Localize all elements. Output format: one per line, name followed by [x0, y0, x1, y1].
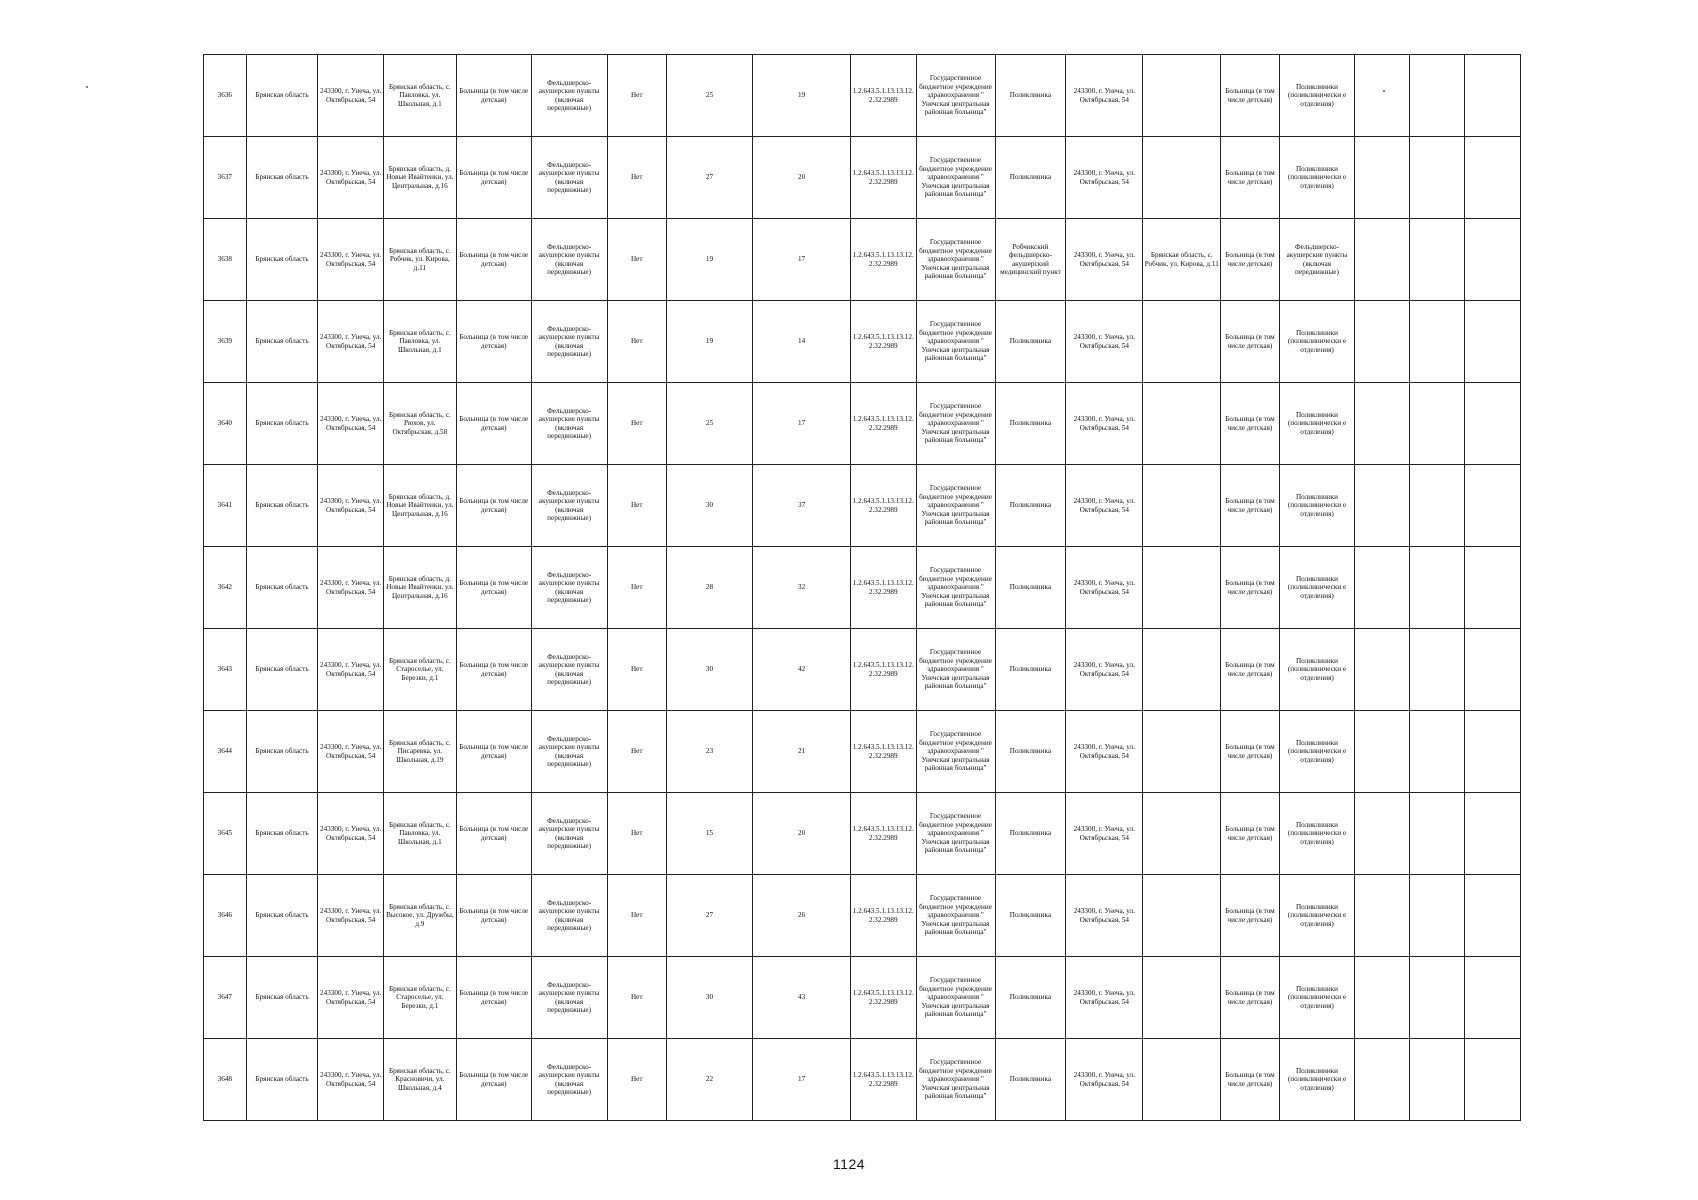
empty-cell	[1355, 301, 1409, 383]
region-cell: Брянская область	[246, 875, 318, 957]
empty-cell	[1464, 219, 1520, 301]
org-type-cell: Больница (в том числе детская)	[456, 219, 531, 301]
value1-cell: 19	[666, 301, 752, 383]
type-b-cell: Поликлиники (поликлинически е отделения)	[1279, 957, 1355, 1039]
settlement-cell: Брянская область, с. Высокое, ул. Дружбы, д.9	[383, 875, 456, 957]
flag-cell: Нет	[607, 219, 666, 301]
empty-cell	[1409, 55, 1464, 137]
extra-address-cell	[1143, 137, 1221, 219]
value2-cell: 14	[753, 301, 851, 383]
settlement-cell: Брянская область, с. Староселье, ул. Березки, д.1	[383, 957, 456, 1039]
subdivision-cell: Поликлиника	[995, 875, 1066, 957]
table-body	[204, 55, 1521, 1121]
extra-address-cell	[1143, 629, 1221, 711]
region-cell: Брянская область	[246, 137, 318, 219]
value1-cell: 19	[666, 219, 752, 301]
region-cell: Брянская область	[246, 383, 318, 465]
settlement-cell: Брянская область, с. Павловка, ул. Школьная, д.1	[383, 793, 456, 875]
type-a-cell: Больница (в том числе детская)	[1221, 793, 1279, 875]
value1-cell: 22	[666, 1039, 752, 1121]
flag-cell: Нет	[607, 1039, 666, 1121]
empty-cell	[1355, 55, 1409, 137]
flag-cell: Нет	[607, 383, 666, 465]
empty-cell	[1409, 383, 1464, 465]
table-row	[204, 137, 1521, 219]
type-a-cell: Больница (в том числе детская)	[1221, 55, 1279, 137]
row-number-cell: 3636	[204, 55, 247, 137]
empty-cell	[1355, 711, 1409, 793]
type-a-cell: Больница (в том числе детская)	[1221, 1039, 1279, 1121]
type-b-cell: Поликлиники (поликлинически е отделения)	[1279, 1039, 1355, 1121]
region-cell: Брянская область	[246, 957, 318, 1039]
empty-cell	[1355, 219, 1409, 301]
address-cell: 243300, г. Унеча, ул. Октябрьская, 54	[318, 219, 384, 301]
address-cell: 243300, г. Унеча, ул. Октябрьская, 54	[318, 301, 384, 383]
sub-address-cell: 243300, г. Унеча, ул. Октябрьская, 54	[1066, 55, 1143, 137]
row-number-cell: 3645	[204, 793, 247, 875]
target-type-cell: Фельдшерско-акушерские пункты (включая передвижные)	[531, 137, 607, 219]
settlement-cell: Брянская область, с. Староселье, ул. Березки, д.1	[383, 629, 456, 711]
value1-cell: 27	[666, 875, 752, 957]
institution-cell: Государственное бюджетное учреждение здравоохранения " Унечская центральная районная больница"	[916, 711, 995, 793]
row-number-cell: 3637	[204, 137, 247, 219]
address-cell: 243300, г. Унеча, ул. Октябрьская, 54	[318, 137, 384, 219]
row-number-cell: 3638	[204, 219, 247, 301]
institution-cell: Государственное бюджетное учреждение здравоохранения " Унечская центральная районная больница"	[916, 957, 995, 1039]
sub-address-cell: 243300, г. Унеча, ул. Октябрьская, 54	[1066, 383, 1143, 465]
address-cell: 243300, г. Унеча, ул. Октябрьская, 54	[318, 547, 384, 629]
target-type-cell: Фельдшерско-акушерские пункты (включая передвижные)	[531, 875, 607, 957]
institution-cell: Государственное бюджетное учреждение здравоохранения " Унечская центральная районная больница"	[916, 465, 995, 547]
empty-cell	[1355, 629, 1409, 711]
extra-address-cell	[1143, 465, 1221, 547]
empty-cell	[1409, 1039, 1464, 1121]
extra-address-cell	[1143, 547, 1221, 629]
address-cell: 243300, г. Унеча, ул. Октябрьская, 54	[318, 875, 384, 957]
region-cell: Брянская область	[246, 301, 318, 383]
extra-address-cell	[1143, 55, 1221, 137]
empty-cell	[1409, 957, 1464, 1039]
empty-cell	[1355, 957, 1409, 1039]
code-cell: 1.2.643.5.1.13.13.12.2.32.2989	[850, 465, 916, 547]
type-b-cell: Поликлиники (поликлинически е отделения)	[1279, 711, 1355, 793]
table-row	[204, 55, 1521, 137]
table-row	[204, 711, 1521, 793]
extra-address-cell	[1143, 875, 1221, 957]
subdivision-cell: Поликлиника	[995, 137, 1066, 219]
empty-cell	[1409, 137, 1464, 219]
subdivision-cell: Поликлиника	[995, 793, 1066, 875]
code-cell: 1.2.643.5.1.13.13.12.2.32.2989	[850, 301, 916, 383]
target-type-cell: Фельдшерско-акушерские пункты (включая передвижные)	[531, 1039, 607, 1121]
code-cell: 1.2.643.5.1.13.13.12.2.32.2989	[850, 711, 916, 793]
table-row	[204, 629, 1521, 711]
type-b-cell: Поликлиники (поликлинически е отделения)	[1279, 383, 1355, 465]
region-cell: Брянская область	[246, 55, 318, 137]
type-b-cell: Поликлиники (поликлинически е отделения)	[1279, 465, 1355, 547]
type-b-cell: Поликлиники (поликлинически е отделения)	[1279, 629, 1355, 711]
settlement-cell: Брянская область, с. Павловка, ул. Школьная, д.1	[383, 301, 456, 383]
data-table	[203, 54, 1521, 1121]
empty-cell	[1464, 1039, 1520, 1121]
empty-cell	[1464, 957, 1520, 1039]
sub-address-cell: 243300, г. Унеча, ул. Октябрьская, 54	[1066, 1039, 1143, 1121]
type-b-cell: Поликлиники (поликлинически е отделения)	[1279, 137, 1355, 219]
row-number-cell: 3641	[204, 465, 247, 547]
target-type-cell: Фельдшерско-акушерские пункты (включая передвижные)	[531, 711, 607, 793]
flag-cell: Нет	[607, 629, 666, 711]
subdivision-cell: Поликлиника	[995, 55, 1066, 137]
extra-address-cell	[1143, 711, 1221, 793]
sub-address-cell: 243300, г. Унеча, ул. Октябрьская, 54	[1066, 137, 1143, 219]
subdivision-cell: Поликлиника	[995, 1039, 1066, 1121]
empty-cell	[1464, 793, 1520, 875]
settlement-cell: Брянская область, с. Рюхов, ул. Октябрьская, д.58	[383, 383, 456, 465]
scan-speck	[86, 86, 88, 88]
value2-cell: 20	[753, 793, 851, 875]
empty-cell	[1355, 383, 1409, 465]
code-cell: 1.2.643.5.1.13.13.12.2.32.2989	[850, 1039, 916, 1121]
address-cell: 243300, г. Унеча, ул. Октябрьская, 54	[318, 793, 384, 875]
target-type-cell: Фельдшерско-акушерские пункты (включая передвижные)	[531, 465, 607, 547]
address-cell: 243300, г. Унеча, ул. Октябрьская, 54	[318, 1039, 384, 1121]
region-cell: Брянская область	[246, 465, 318, 547]
institution-cell: Государственное бюджетное учреждение здравоохранения " Унечская центральная районная больница"	[916, 547, 995, 629]
type-b-cell: Поликлиники (поликлинически е отделения)	[1279, 55, 1355, 137]
type-a-cell: Больница (в том числе детская)	[1221, 547, 1279, 629]
value2-cell: 42	[753, 629, 851, 711]
type-a-cell: Больница (в том числе детская)	[1221, 219, 1279, 301]
value1-cell: 30	[666, 629, 752, 711]
type-b-cell: Поликлиники (поликлинически е отделения)	[1279, 547, 1355, 629]
org-type-cell: Больница (в том числе детская)	[456, 957, 531, 1039]
type-b-cell: Поликлиники (поликлинически е отделения)	[1279, 301, 1355, 383]
subdivision-cell: Поликлиника	[995, 957, 1066, 1039]
extra-address-cell	[1143, 301, 1221, 383]
flag-cell: Нет	[607, 793, 666, 875]
extra-address-cell: Брянская область, с. Робчик, ул. Кирова, д.11	[1143, 219, 1221, 301]
sub-address-cell: 243300, г. Унеча, ул. Октябрьская, 54	[1066, 629, 1143, 711]
empty-cell	[1464, 383, 1520, 465]
value2-cell: 17	[753, 219, 851, 301]
type-b-cell: Поликлиники (поликлинически е отделения)	[1279, 875, 1355, 957]
empty-cell	[1355, 547, 1409, 629]
target-type-cell: Фельдшерско-акушерские пункты (включая передвижные)	[531, 55, 607, 137]
empty-cell	[1409, 793, 1464, 875]
subdivision-cell: Поликлиника	[995, 465, 1066, 547]
org-type-cell: Больница (в том числе детская)	[456, 547, 531, 629]
value1-cell: 27	[666, 137, 752, 219]
table-row	[204, 875, 1521, 957]
row-number-cell: 3644	[204, 711, 247, 793]
row-number-cell: 3642	[204, 547, 247, 629]
row-number-cell: 3646	[204, 875, 247, 957]
settlement-cell: Брянская область, с. Писаревка, ул. Школьная, д.19	[383, 711, 456, 793]
settlement-cell: Брянская область, д. Новые Ивайтенки, ул. Центральная, д.16	[383, 137, 456, 219]
value2-cell: 20	[753, 137, 851, 219]
row-number-cell: 3647	[204, 957, 247, 1039]
extra-address-cell	[1143, 383, 1221, 465]
empty-cell	[1355, 875, 1409, 957]
type-b-cell: Фельдшерско-акушерские пункты (включая передвижные)	[1279, 219, 1355, 301]
flag-cell: Нет	[607, 301, 666, 383]
flag-cell: Нет	[607, 875, 666, 957]
type-a-cell: Больница (в том числе детская)	[1221, 711, 1279, 793]
empty-cell	[1409, 629, 1464, 711]
org-type-cell: Больница (в том числе детская)	[456, 55, 531, 137]
value2-cell: 17	[753, 1039, 851, 1121]
empty-cell	[1409, 711, 1464, 793]
institution-cell: Государственное бюджетное учреждение здравоохранения " Унечская центральная районная больница"	[916, 793, 995, 875]
region-cell: Брянская область	[246, 711, 318, 793]
row-number-cell: 3648	[204, 1039, 247, 1121]
settlement-cell: Брянская область, с. Красновичи, ул. Школьная, д.4	[383, 1039, 456, 1121]
table-row	[204, 1039, 1521, 1121]
table-row	[204, 219, 1521, 301]
code-cell: 1.2.643.5.1.13.13.12.2.32.2989	[850, 793, 916, 875]
code-cell: 1.2.643.5.1.13.13.12.2.32.2989	[850, 137, 916, 219]
value2-cell: 21	[753, 711, 851, 793]
institution-cell: Государственное бюджетное учреждение здравоохранения " Унечская центральная районная больница"	[916, 55, 995, 137]
table-row	[204, 793, 1521, 875]
empty-cell	[1464, 465, 1520, 547]
type-a-cell: Больница (в том числе детская)	[1221, 301, 1279, 383]
empty-cell	[1355, 465, 1409, 547]
code-cell: 1.2.643.5.1.13.13.12.2.32.2989	[850, 957, 916, 1039]
code-cell: 1.2.643.5.1.13.13.12.2.32.2989	[850, 55, 916, 137]
target-type-cell: Фельдшерско-акушерские пункты (включая передвижные)	[531, 629, 607, 711]
code-cell: 1.2.643.5.1.13.13.12.2.32.2989	[850, 383, 916, 465]
scan-speck	[1383, 90, 1385, 92]
empty-cell	[1355, 1039, 1409, 1121]
value2-cell: 17	[753, 383, 851, 465]
value2-cell: 37	[753, 465, 851, 547]
target-type-cell: Фельдшерско-акушерские пункты (включая передвижные)	[531, 793, 607, 875]
empty-cell	[1464, 875, 1520, 957]
table-row	[204, 465, 1521, 547]
code-cell: 1.2.643.5.1.13.13.12.2.32.2989	[850, 629, 916, 711]
target-type-cell: Фельдшерско-акушерские пункты (включая передвижные)	[531, 219, 607, 301]
row-number-cell: 3640	[204, 383, 247, 465]
extra-address-cell	[1143, 793, 1221, 875]
value1-cell: 25	[666, 383, 752, 465]
type-b-cell: Поликлиники (поликлинически е отделения)	[1279, 793, 1355, 875]
org-type-cell: Больница (в том числе детская)	[456, 629, 531, 711]
page-number: 1124	[832, 1156, 866, 1172]
empty-cell	[1464, 711, 1520, 793]
org-type-cell: Больница (в том числе детская)	[456, 793, 531, 875]
institution-cell: Государственное бюджетное учреждение здравоохранения " Унечская центральная районная больница"	[916, 1039, 995, 1121]
target-type-cell: Фельдшерско-акушерские пункты (включая передвижные)	[531, 383, 607, 465]
value1-cell: 30	[666, 465, 752, 547]
flag-cell: Нет	[607, 465, 666, 547]
institution-cell: Государственное бюджетное учреждение здравоохранения " Унечская центральная районная больница"	[916, 301, 995, 383]
address-cell: 243300, г. Унеча, ул. Октябрьская, 54	[318, 957, 384, 1039]
table-row	[204, 301, 1521, 383]
empty-cell	[1409, 465, 1464, 547]
target-type-cell: Фельдшерско-акушерские пункты (включая передвижные)	[531, 957, 607, 1039]
settlement-cell: Брянская область, д. Новые Ивайтенки, ул. Центральная, д.16	[383, 465, 456, 547]
type-a-cell: Больница (в том числе детская)	[1221, 629, 1279, 711]
address-cell: 243300, г. Унеча, ул. Октябрьская, 54	[318, 629, 384, 711]
value2-cell: 32	[753, 547, 851, 629]
settlement-cell: Брянская область, с. Павловка, ул. Школьная, д.1	[383, 55, 456, 137]
row-number-cell: 3643	[204, 629, 247, 711]
empty-cell	[1409, 219, 1464, 301]
subdivision-cell: Поликлиника	[995, 301, 1066, 383]
region-cell: Брянская область	[246, 219, 318, 301]
flag-cell: Нет	[607, 957, 666, 1039]
table-row	[204, 383, 1521, 465]
value1-cell: 30	[666, 957, 752, 1039]
subdivision-cell: Поликлиника	[995, 711, 1066, 793]
subdivision-cell: Робчикский фельдшерско-акушерский медицинский пункт	[995, 219, 1066, 301]
region-cell: Брянская область	[246, 1039, 318, 1121]
subdivision-cell: Поликлиника	[995, 547, 1066, 629]
org-type-cell: Больница (в том числе детская)	[456, 711, 531, 793]
sub-address-cell: 243300, г. Унеча, ул. Октябрьская, 54	[1066, 793, 1143, 875]
region-cell: Брянская область	[246, 793, 318, 875]
empty-cell	[1464, 55, 1520, 137]
extra-address-cell	[1143, 957, 1221, 1039]
org-type-cell: Больница (в том числе детская)	[456, 875, 531, 957]
empty-cell	[1409, 547, 1464, 629]
org-type-cell: Больница (в том числе детская)	[456, 465, 531, 547]
type-a-cell: Больница (в том числе детская)	[1221, 137, 1279, 219]
extra-address-cell	[1143, 1039, 1221, 1121]
code-cell: 1.2.643.5.1.13.13.12.2.32.2989	[850, 219, 916, 301]
target-type-cell: Фельдшерско-акушерские пункты (включая передвижные)	[531, 547, 607, 629]
value1-cell: 28	[666, 547, 752, 629]
address-cell: 243300, г. Унеча, ул. Октябрьская, 54	[318, 55, 384, 137]
institution-cell: Государственное бюджетное учреждение здравоохранения " Унечская центральная районная больница"	[916, 875, 995, 957]
table-row	[204, 957, 1521, 1039]
org-type-cell: Больница (в том числе детская)	[456, 301, 531, 383]
institution-cell: Государственное бюджетное учреждение здравоохранения " Унечская центральная районная больница"	[916, 629, 995, 711]
sub-address-cell: 243300, г. Унеча, ул. Октябрьская, 54	[1066, 875, 1143, 957]
address-cell: 243300, г. Унеча, ул. Октябрьская, 54	[318, 383, 384, 465]
value2-cell: 19	[753, 55, 851, 137]
address-cell: 243300, г. Унеча, ул. Октябрьская, 54	[318, 465, 384, 547]
table-row	[204, 547, 1521, 629]
flag-cell: Нет	[607, 137, 666, 219]
type-a-cell: Больница (в том числе детская)	[1221, 957, 1279, 1039]
institution-cell: Государственное бюджетное учреждение здравоохранения " Унечская центральная районная больница"	[916, 137, 995, 219]
type-a-cell: Больница (в том числе детская)	[1221, 875, 1279, 957]
empty-cell	[1464, 629, 1520, 711]
sub-address-cell: 243300, г. Унеча, ул. Октябрьская, 54	[1066, 957, 1143, 1039]
institution-cell: Государственное бюджетное учреждение здравоохранения " Унечская центральная районная больница"	[916, 219, 995, 301]
empty-cell	[1355, 137, 1409, 219]
row-number-cell: 3639	[204, 301, 247, 383]
sub-address-cell: 243300, г. Унеча, ул. Октябрьская, 54	[1066, 301, 1143, 383]
type-a-cell: Больница (в том числе детская)	[1221, 383, 1279, 465]
sub-address-cell: 243300, г. Унеча, ул. Октябрьская, 54	[1066, 219, 1143, 301]
value2-cell: 26	[753, 875, 851, 957]
settlement-cell: Брянская область, д. Новые Ивайтенки, ул. Центральная, д.16	[383, 547, 456, 629]
empty-cell	[1409, 875, 1464, 957]
subdivision-cell: Поликлиника	[995, 629, 1066, 711]
flag-cell: Нет	[607, 55, 666, 137]
value1-cell: 25	[666, 55, 752, 137]
value1-cell: 15	[666, 793, 752, 875]
type-a-cell: Больница (в том числе детская)	[1221, 465, 1279, 547]
flag-cell: Нет	[607, 547, 666, 629]
sub-address-cell: 243300, г. Унеча, ул. Октябрьская, 54	[1066, 465, 1143, 547]
sub-address-cell: 243300, г. Унеча, ул. Октябрьская, 54	[1066, 711, 1143, 793]
org-type-cell: Больница (в том числе детская)	[456, 1039, 531, 1121]
code-cell: 1.2.643.5.1.13.13.12.2.32.2989	[850, 875, 916, 957]
address-cell: 243300, г. Унеча, ул. Октябрьская, 54	[318, 711, 384, 793]
sub-address-cell: 243300, г. Унеча, ул. Октябрьская, 54	[1066, 547, 1143, 629]
value2-cell: 43	[753, 957, 851, 1039]
empty-cell	[1464, 547, 1520, 629]
empty-cell	[1464, 137, 1520, 219]
settlement-cell: Брянская область, с. Робчик, ул. Кирова, д.11	[383, 219, 456, 301]
empty-cell	[1409, 301, 1464, 383]
code-cell: 1.2.643.5.1.13.13.12.2.32.2989	[850, 547, 916, 629]
org-type-cell: Больница (в том числе детская)	[456, 137, 531, 219]
empty-cell	[1464, 301, 1520, 383]
empty-cell	[1355, 793, 1409, 875]
value1-cell: 23	[666, 711, 752, 793]
region-cell: Брянская область	[246, 547, 318, 629]
region-cell: Брянская область	[246, 629, 318, 711]
target-type-cell: Фельдшерско-акушерские пункты (включая передвижные)	[531, 301, 607, 383]
org-type-cell: Больница (в том числе детская)	[456, 383, 531, 465]
flag-cell: Нет	[607, 711, 666, 793]
institution-cell: Государственное бюджетное учреждение здравоохранения " Унечская центральная районная больница"	[916, 383, 995, 465]
subdivision-cell: Поликлиника	[995, 383, 1066, 465]
